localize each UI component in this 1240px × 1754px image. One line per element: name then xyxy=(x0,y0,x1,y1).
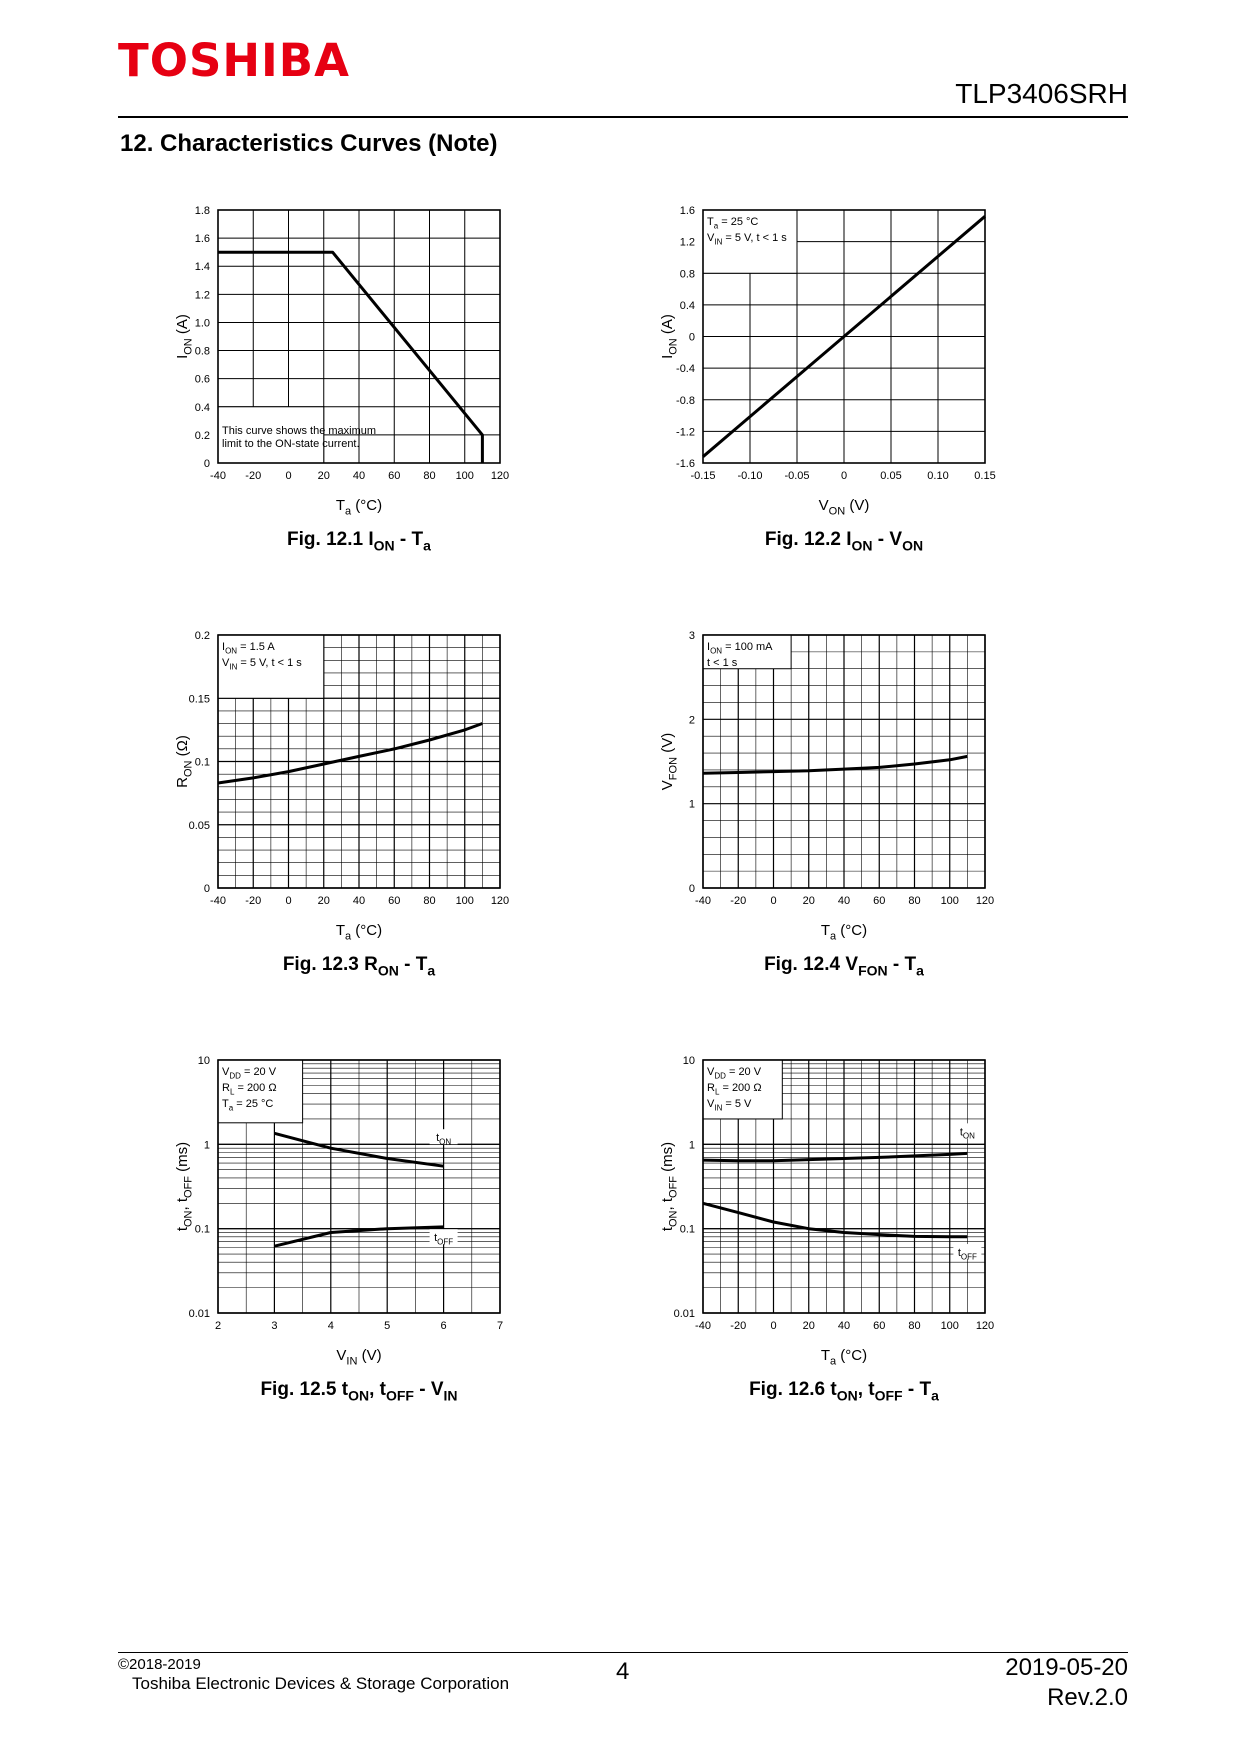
y-tick-label: 0.8 xyxy=(194,345,210,358)
annotation-line: limit to the ON-state current. xyxy=(222,437,360,450)
figure-caption: Fig. 12.2 $I_{ON} - V_{ON}$ xyxy=(764,529,924,554)
y-axis-title: $I_{ON}$ (A) xyxy=(659,314,680,359)
legend-line: $V_{IN} = 5$ V xyxy=(707,1098,752,1113)
y-axis-title: $t_{ON}$, $t_{OFF}$ (ms) xyxy=(659,1141,680,1232)
x-tick-label: 3 xyxy=(271,1320,278,1332)
y-tick-label: 0.2 xyxy=(194,630,210,642)
y-tick-label: 3 xyxy=(688,630,695,642)
legend-line: $R_L = 200$ Ω xyxy=(222,1082,277,1097)
x-tick-label: -20 xyxy=(245,470,262,482)
x-tick-label: -40 xyxy=(210,895,226,907)
y-tick-label: 0 xyxy=(203,458,210,470)
x-tick-label: 6 xyxy=(440,1320,447,1332)
y-tick-label: 0 xyxy=(688,883,695,895)
y-tick-label: 0.15 xyxy=(188,693,210,706)
y-tick-label: 1 xyxy=(688,798,695,811)
figure-caption: Fig. 12.4 $V_{FON} - T_a$ xyxy=(764,954,924,979)
x-tick-label: 80 xyxy=(423,470,436,482)
legend-line: t < 1 s xyxy=(707,657,738,669)
y-tick-label: 1.2 xyxy=(679,236,695,249)
footer-date: 2019-05-20 xyxy=(1005,1654,1128,1681)
y-tick-label: 0.8 xyxy=(679,268,695,281)
x-tick-label: -40 xyxy=(695,895,711,907)
part-number: TLP3406SRH xyxy=(955,78,1128,109)
y-tick-label: 1.8 xyxy=(194,205,210,217)
x-tick-label: 120 xyxy=(975,1320,995,1332)
x-tick-label: -20 xyxy=(245,895,262,907)
y-tick-label: 0.1 xyxy=(194,1223,210,1236)
footer-copyright: ©2018-2019 xyxy=(118,1656,201,1673)
x-tick-label: 100 xyxy=(940,1320,959,1332)
chart-fig-12-3 xyxy=(155,625,605,1015)
x-axis-title: $T_a$ (°C) xyxy=(335,922,383,943)
y-tick-label: 0.2 xyxy=(194,429,210,442)
toshiba-logo: TOSHIBA xyxy=(118,34,350,87)
x-tick-label: 0 xyxy=(770,895,777,907)
y-tick-label: 10 xyxy=(197,1055,210,1067)
x-tick-label: 60 xyxy=(388,470,401,482)
y-tick-label: 1.6 xyxy=(679,205,695,217)
legend-line: $T_a = 25$ °C xyxy=(707,216,759,231)
x-tick-label: 0 xyxy=(285,470,292,482)
x-tick-label: 4 xyxy=(327,1320,334,1332)
series-line-2 xyxy=(703,1203,967,1237)
y-tick-label: 0.6 xyxy=(194,373,210,386)
x-tick-label: 80 xyxy=(908,895,921,907)
x-tick-label: -20 xyxy=(730,1320,747,1332)
x-tick-label: 100 xyxy=(455,895,474,907)
chart-fig-12-5 xyxy=(155,1050,605,1440)
x-tick-label: 0.15 xyxy=(974,470,996,482)
series-line-1 xyxy=(703,756,967,773)
y-axis-title: $V_{FON}$ (V) xyxy=(659,732,680,791)
y-tick-label: 0.1 xyxy=(194,756,210,769)
x-tick-label: 40 xyxy=(352,895,366,907)
x-tick-label: 40 xyxy=(352,470,366,482)
x-tick-label: 5 xyxy=(384,1320,391,1332)
y-tick-label: -0.4 xyxy=(676,363,695,376)
legend-line: $V_{DD} = 20$ V xyxy=(707,1066,762,1081)
x-tick-label: 2 xyxy=(214,1320,222,1332)
x-axis-title: $V_{ON}$ (V) xyxy=(818,497,870,518)
x-tick-label: 20 xyxy=(802,1320,815,1332)
x-tick-label: 0.05 xyxy=(880,470,902,482)
x-tick-label: -40 xyxy=(695,1320,711,1332)
x-tick-label: 20 xyxy=(317,895,330,907)
chart-fig-12-6 xyxy=(640,1050,1090,1440)
y-tick-label: 2 xyxy=(688,714,695,727)
x-tick-label: 40 xyxy=(837,895,851,907)
y-axis-title: $I_{ON}$ (A) xyxy=(174,314,195,359)
y-tick-label: 0.05 xyxy=(188,819,210,832)
x-tick-label: 40 xyxy=(837,1320,851,1332)
chart-fig-12-4 xyxy=(640,625,1090,1015)
x-tick-label: 100 xyxy=(940,895,959,907)
legend-line: $T_a = 25$ °C xyxy=(222,1098,274,1113)
header-rule xyxy=(118,116,1128,118)
series-label: $t_{ON}$ xyxy=(436,1132,452,1147)
y-tick-label: 0.4 xyxy=(194,401,210,414)
x-tick-label: 20 xyxy=(802,895,815,907)
legend-line: $I_{ON} = 100$ mA xyxy=(707,641,773,656)
footer-company: Toshiba Electronic Devices & Storage Corporation xyxy=(132,1674,510,1693)
figure-caption: Fig. 12.1 $I_{ON} - T_a$ xyxy=(287,529,431,554)
x-tick-label: 120 xyxy=(490,470,510,482)
x-tick-label: -0.15 xyxy=(690,470,716,482)
footer-revision: Rev.2.0 xyxy=(1047,1684,1128,1711)
legend-line: $R_L = 200$ Ω xyxy=(707,1082,762,1097)
y-tick-label: 10 xyxy=(682,1055,695,1067)
x-tick-label: 60 xyxy=(873,895,886,907)
x-tick-label: 0.10 xyxy=(927,470,949,482)
x-axis-title: $T_a$ (°C) xyxy=(820,1347,868,1368)
x-tick-label: 60 xyxy=(388,895,401,907)
section-title: 12. Characteristics Curves (Note) xyxy=(120,130,498,157)
x-tick-label: 20 xyxy=(317,470,330,482)
y-tick-label: 0 xyxy=(688,331,695,344)
y-tick-label: 1.2 xyxy=(194,289,210,302)
x-tick-label: 7 xyxy=(496,1320,504,1332)
x-tick-label: 120 xyxy=(490,895,510,907)
y-axis-title: $R_{ON}$ (Ω) xyxy=(174,735,195,788)
figure-caption: Fig. 12.6 $t_{ON}$, $t_{OFF} - T_a$ xyxy=(749,1379,939,1404)
x-tick-label: 100 xyxy=(455,470,474,482)
chart-fig-12-2 xyxy=(640,200,1090,590)
y-tick-label: 1.6 xyxy=(194,233,210,246)
y-tick-label: 1.0 xyxy=(194,317,210,330)
x-tick-label: 0 xyxy=(770,1320,777,1332)
x-axis-title: $T_a$ (°C) xyxy=(820,922,868,943)
series-label: $t_{ON}$ xyxy=(959,1126,975,1141)
y-tick-label: 0 xyxy=(203,883,210,895)
legend-line: $V_{IN} = 5$ V, t < 1 s xyxy=(707,232,787,247)
figure-caption: Fig. 12.5 $t_{ON}$, $t_{OFF} - V_{IN}$ xyxy=(260,1379,458,1404)
page-number: 4 xyxy=(616,1658,630,1685)
y-tick-label: 0.01 xyxy=(673,1308,695,1320)
series-label: $t_{OFF}$ xyxy=(957,1247,977,1262)
x-tick-label: 80 xyxy=(423,895,436,907)
series-line-1 xyxy=(703,1153,967,1160)
legend-line: $V_{IN} = 5$ V, t < 1 s xyxy=(222,657,302,672)
series-label: $t_{OFF}$ xyxy=(434,1232,454,1247)
y-tick-label: 1 xyxy=(688,1139,695,1152)
y-axis-title: $t_{ON}$, $t_{OFF}$ (ms) xyxy=(174,1141,195,1232)
x-tick-label: -20 xyxy=(730,895,747,907)
x-tick-label: 120 xyxy=(975,895,995,907)
figure-caption: Fig. 12.3 $R_{ON} - T_a$ xyxy=(282,954,436,979)
x-tick-label: -0.10 xyxy=(737,470,763,482)
x-tick-label: 60 xyxy=(873,1320,886,1332)
x-tick-label: -0.05 xyxy=(784,470,810,482)
x-axis-title: $V_{IN}$ (V) xyxy=(336,1347,382,1368)
annotation-line: This curve shows the maximum xyxy=(222,424,377,437)
legend-line: $I_{ON} = 1.5$ A xyxy=(222,641,275,656)
legend-line: $V_{DD} = 20$ V xyxy=(222,1066,277,1081)
x-tick-label: 0 xyxy=(840,470,848,482)
y-tick-label: -1.2 xyxy=(676,426,695,439)
x-tick-label: 0 xyxy=(285,895,292,907)
y-tick-label: 0.01 xyxy=(188,1308,210,1320)
x-axis-title: $T_a$ (°C) xyxy=(335,497,383,518)
footer-rule xyxy=(118,1652,1128,1653)
x-tick-label: 80 xyxy=(908,1320,921,1332)
y-tick-label: 0.4 xyxy=(679,299,695,312)
y-tick-label: 1.4 xyxy=(194,261,210,274)
y-tick-label: 0.1 xyxy=(679,1223,695,1236)
x-tick-label: -40 xyxy=(210,470,226,482)
chart-fig-12-1 xyxy=(155,200,605,590)
y-tick-label: -0.8 xyxy=(676,394,695,407)
y-tick-label: -1.6 xyxy=(676,458,695,470)
y-tick-label: 1 xyxy=(203,1139,210,1152)
